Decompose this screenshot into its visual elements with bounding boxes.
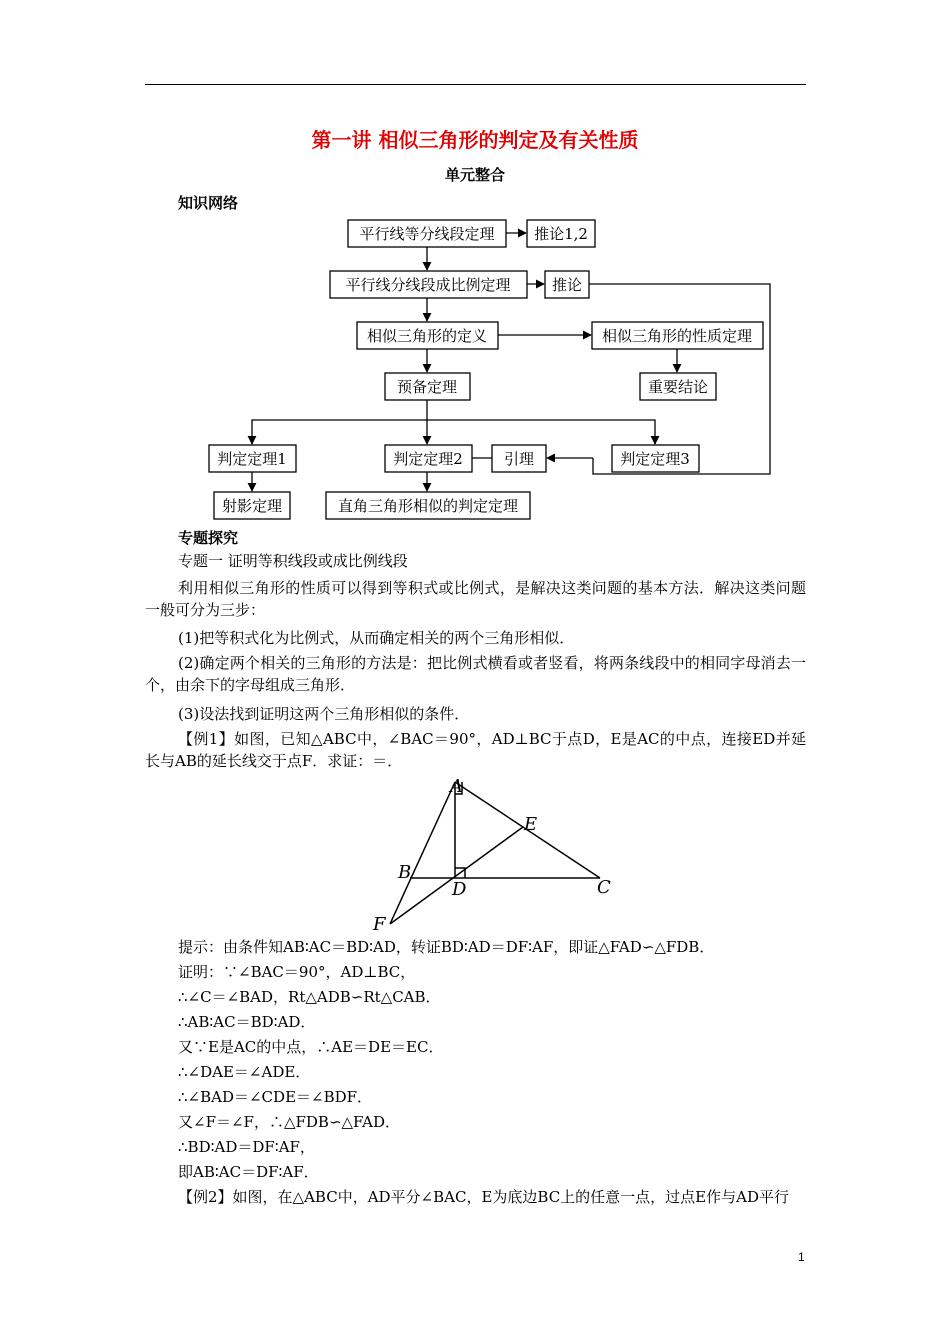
label-A: A <box>450 776 463 797</box>
proof-line: 又∵E是AC的中点，∴AE＝DE＝EC． <box>178 1038 444 1056</box>
intro-paragraph: 利用相似三角形的性质可以得到等积式或比例式，是解决这类问题的基本方法．解决这类问题一般可分为三步： <box>145 579 806 619</box>
box-label: 相似三角形的定义 <box>366 327 488 345</box>
box-label: 判定定理2 <box>393 450 463 468</box>
box-label: 平行线等分线段定理 <box>359 225 495 243</box>
label-F: F <box>373 914 386 934</box>
box-label: 引理 <box>503 450 535 468</box>
box-label: 预备定理 <box>396 378 458 396</box>
proof-line: ∴AB∶AC＝BD∶AD． <box>178 1013 316 1031</box>
page-title: 第一讲 相似三角形的判定及有关性质 <box>311 128 639 152</box>
example-1: 【例1】如图，已知△ABC中，∠BAC＝90°，AD⊥BC于点D，E是AC的中点，连接ED并延长与AB的延长线交于点F．求证：＝． <box>145 730 806 770</box>
box-label: 相似三角形的性质定理 <box>601 327 753 345</box>
step-3: (3)设法找到证明这两个三角形相似的条件． <box>178 705 470 723</box>
section-heading-network: 知识网络 <box>178 194 239 212</box>
topic-title: 专题一 证明等积线段或成比例线段 <box>178 552 408 570</box>
step-2: (2)确定两个相关的三角形的方法是：把比例式横看或者竖看，将两条线段中的相同字母消去一个，由余下的字母组成三角形． <box>145 654 806 694</box>
proof-line: ∴∠DAE＝∠ADE． <box>178 1063 311 1081</box>
triangle-figure <box>370 774 620 934</box>
proof-line: ∴∠BAD＝∠CDE＝∠BDF． <box>178 1088 373 1106</box>
box-label: 射影定理 <box>221 497 283 515</box>
knowledge-flowchart <box>0 0 950 530</box>
page-subtitle: 单元整合 <box>444 166 505 184</box>
label-B: B <box>398 862 412 883</box>
page-number: 1 <box>798 1250 805 1264</box>
proof-line: 又∠F＝∠F，∴△FDB∽△FAD． <box>178 1113 401 1131</box>
box-label: 推论 <box>551 276 583 294</box>
proof-line: ∴∠C＝∠BAD，Rt△ADB∽Rt△CAB． <box>178 988 441 1006</box>
proof-line: ∴BD∶AD＝DF∶AF， <box>178 1138 315 1156</box>
box-label: 重要结论 <box>647 378 709 396</box>
proof-line: 提示：由条件知AB∶AC＝BD∶AD，转证BD∶AD＝DF∶AF，即证△FAD∽△FDB． <box>178 938 715 956</box>
box-label: 直角三角形相似的判定定理 <box>337 497 519 515</box>
label-D: D <box>452 879 467 900</box>
proof-line: 证明：∵∠BAC＝90°，AD⊥BC， <box>178 963 416 981</box>
proof-line: 即AB∶AC＝DF∶AF． <box>178 1163 319 1181</box>
example-2: 【例2】如图，在△ABC中，AD平分∠BAC，E为底边BC上的任意一点，过点E作与AD平行 <box>178 1188 789 1206</box>
label-E: E <box>524 814 538 835</box>
label-C: C <box>597 877 611 898</box>
box-label: 判定定理3 <box>620 450 690 468</box>
section-heading-topics: 专题探究 <box>178 529 239 547</box>
box-label: 判定定理1 <box>217 450 287 468</box>
box-label: 平行线分线段成比例定理 <box>345 276 511 294</box>
step-1: (1)把等积式化为比例式，从而确定相关的两个三角形相似． <box>178 629 575 647</box>
box-label: 推论1,2 <box>534 225 588 243</box>
